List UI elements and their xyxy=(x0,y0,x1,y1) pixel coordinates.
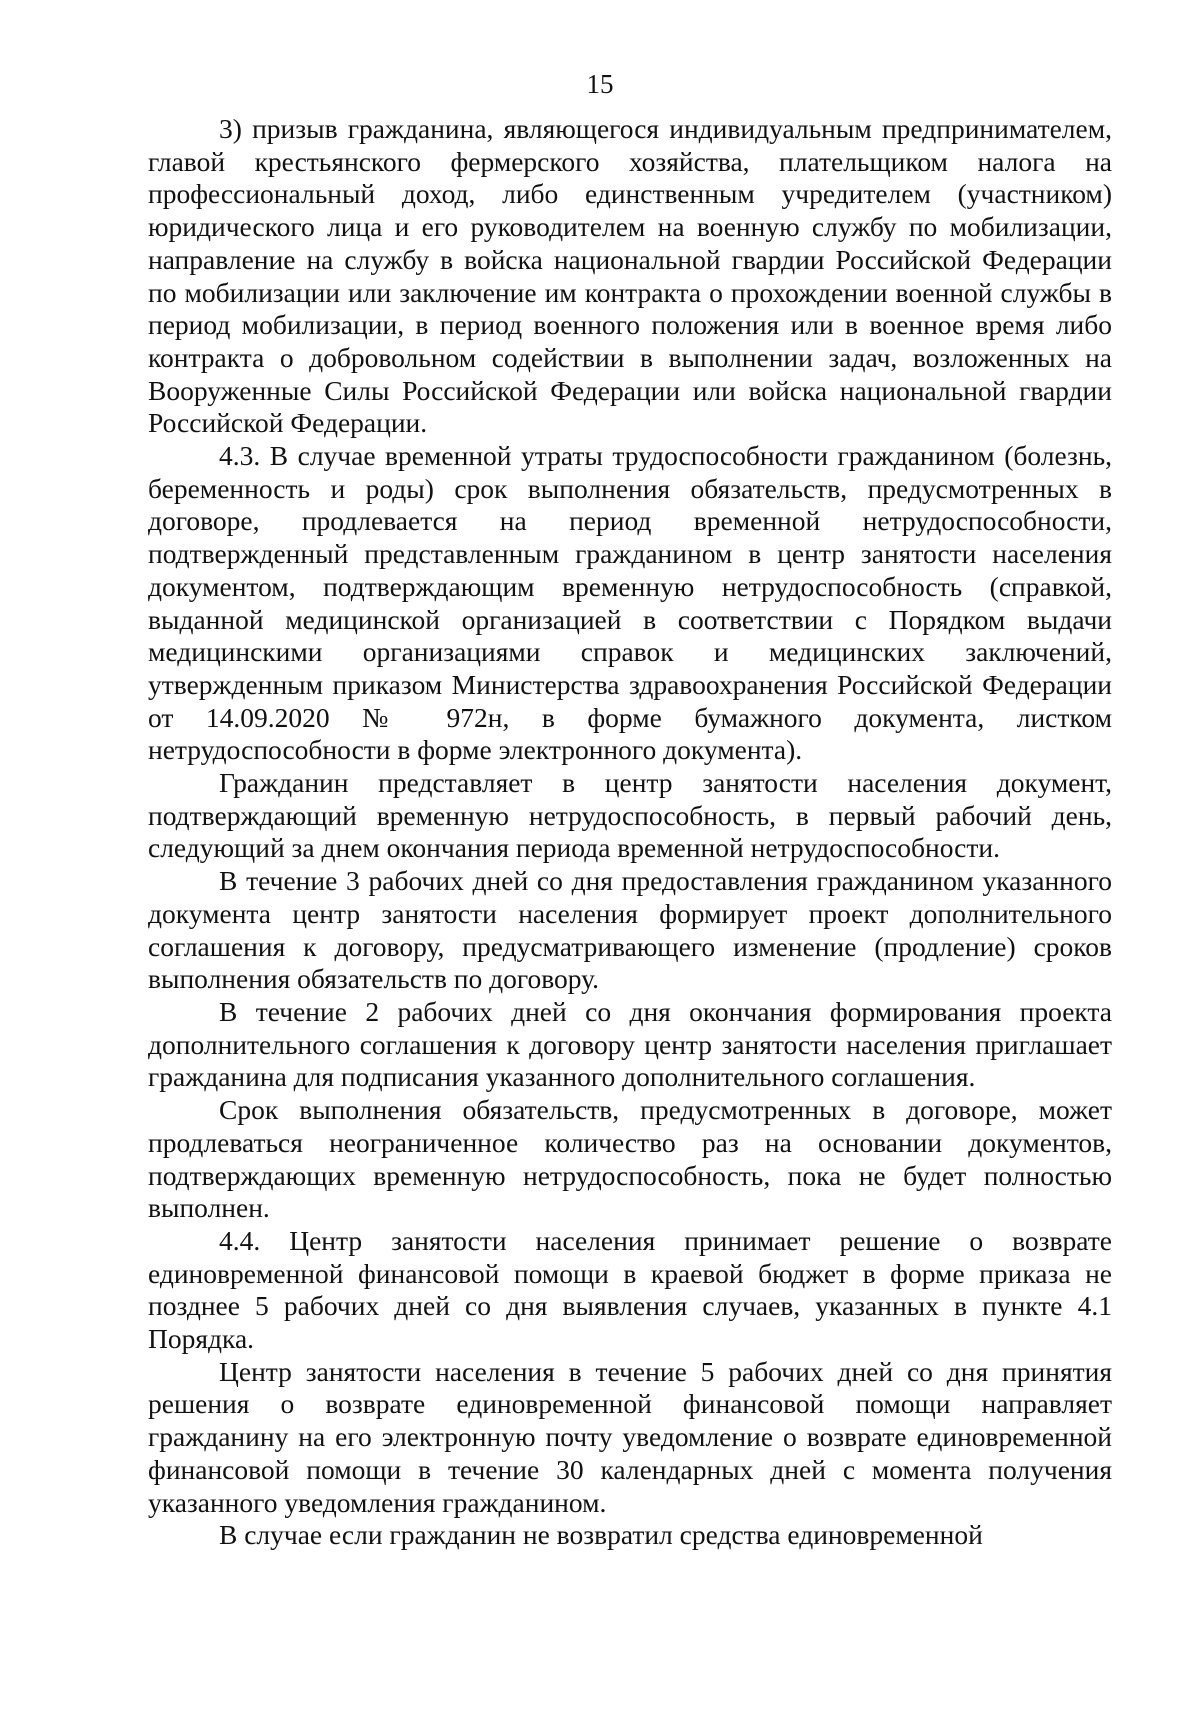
document-body xyxy=(148,113,1112,1552)
paragraph-signing-invitation: В течение 2 рабочих дней со дня окончания формирования проекта дополнительного соглашения к договору центр занятости населения приглашает гражданина для подписания указанного дополнительного соглашения. xyxy=(148,995,1112,1093)
paragraph-draft-agreement: В течение 3 рабочих дней со дня предоставления гражданином указанного документа центр занятости населения формирует проект дополнительного соглашения к договору, предусматривающего изменение (продление) сроков выполнения обязательств по договору. xyxy=(148,865,1112,995)
paragraph-extension-term: Срок выполнения обязательств, предусмотренных в договоре, может продлеваться неограниченное количество раз на основании документов, подтверждающих временную нетрудоспособность, пока не будет полностью выполнен. xyxy=(148,1094,1112,1224)
paragraph-item-3: 3) призыв гражданина, являющегося индивидуальным предпринимателем, главой крестьянского фермерского хозяйства, плательщиком налога на профессиональный доход, либо единственным учредителем (участником) юридического лица и его руководителем на военную службу по мобилизации, направление на службу в войска национальной гвардии Российской Федерации по мобилизации или заключение им контракта о прохождении военной службы в период мобилизации, в период военного положения или в военное время либо контракта о добровольном содействии в выполнении задач, возложенных на Вооруженные Силы Российской Федерации или войска национальной гвардии Российской Федерации. xyxy=(148,113,1112,439)
paragraph-not-returned: В случае если гражданин не возвратил средства единовременной xyxy=(219,1519,983,1551)
paragraph-clause-4-4: 4.4. Центр занятости населения принимает решение о возврате единовременной финансовой помощи в краевой бюджет в форме приказа не позднее 5 рабочих дней со дня выявления случаев, указанных в пункте 4.1 Порядка. xyxy=(148,1224,1112,1355)
page-number: 15 xyxy=(586,69,614,99)
paragraph-sick-document: Гражданин представляет в центр занятости населения документ, подтверждающий временную нетрудоспособность, в первый рабочий день, следующий за днем окончания периода временной нетрудоспособности. xyxy=(148,767,1112,864)
paragraph-refund-notice: Центр занятости населения в течение 5 рабочих дней со дня принятия решения о возврате единовременной финансовой помощи направляет гражданину на его электронную почту уведомление о возврате единовременной финансовой помощи в течение 30 календарных дней с момента получения указанного уведомления гражданином. xyxy=(148,1355,1112,1518)
paragraph-clause-4-3: 4.3. В случае временной утраты трудоспособности гражданином (болезнь, беременность и роды) срок выполнения обязательств, предусмотренных в договоре, продлевается на период временной нетрудоспособности, подтвержденный представленным гражданином в центр занятости населения документом, подтверждающим временную нетрудоспособность (справкой, выданной медицинской организацией в соответствии с Порядком выдачи медицинскими организациями справок и медицинских заключений, утвержденным приказом Министерства здравоохранения Российской Федерации от 14.09.2020 № 972н, в форме бумажного документа, листком нетрудоспособности в форме электронного документа). xyxy=(148,440,1112,766)
